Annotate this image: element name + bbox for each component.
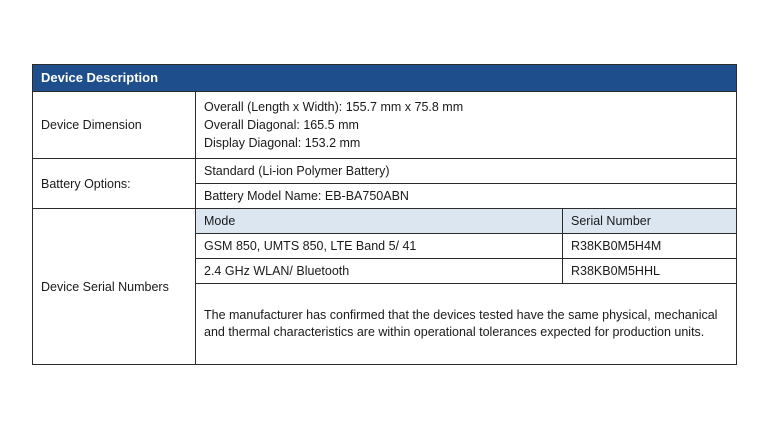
manufacturer-note: The manufacturer has confirmed that the devices tested have the same physical, mechanical and thermal characteristics are within operational tolerances expected for production units. (196, 284, 737, 365)
column-header-mode: Mode (196, 209, 563, 234)
dimension-label: Device Dimension (33, 92, 196, 159)
serial-number-cell: R38KB0M5H4M (563, 234, 737, 259)
serials-label: Device Serial Numbers (33, 209, 196, 365)
dimension-overall: Overall (Length x Width): 155.7 mm x 75.8 mm (204, 100, 464, 114)
table-title: Device Description (33, 65, 737, 92)
table-header-row (33, 65, 737, 92)
dimension-display-diagonal: Display Diagonal: 153.2 mm (204, 136, 361, 150)
battery-option: Standard (Li-ion Polymer Battery) (196, 159, 737, 184)
serial-header-row (33, 209, 737, 234)
dimension-row (33, 92, 737, 159)
battery-label: Battery Options: (33, 159, 196, 209)
serial-number-cell: R38KB0M5HHL (563, 259, 737, 284)
column-header-serial: Serial Number (563, 209, 737, 234)
battery-row-option (33, 159, 737, 184)
serial-mode-cell: 2.4 GHz WLAN/ Bluetooth (196, 259, 563, 284)
serial-mode-cell: GSM 850, UMTS 850, LTE Band 5/ 41 (196, 234, 563, 259)
battery-model: Battery Model Name: EB-BA750ABN (196, 184, 737, 209)
dimension-overall-diagonal: Overall Diagonal: 165.5 mm (204, 118, 359, 132)
device-description-table (32, 64, 737, 365)
dimension-values (196, 92, 737, 159)
